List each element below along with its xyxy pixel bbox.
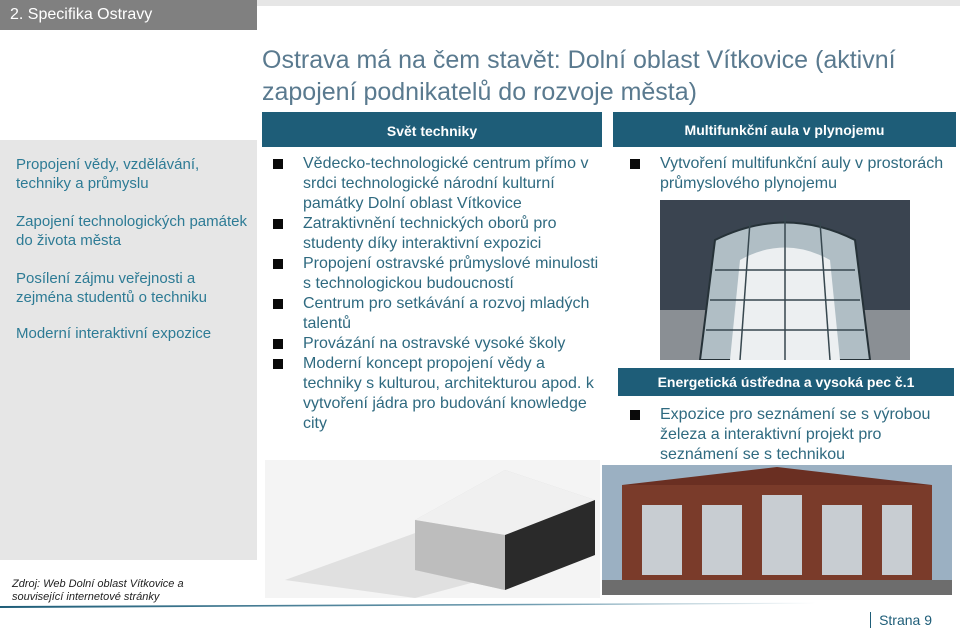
bullet-square-icon [630, 159, 640, 169]
bullet-list-svet-techniky [265, 154, 605, 434]
bullet-square-icon [630, 410, 640, 420]
left-item-science: Propojení vědy, vzdělávání, techniky a průmyslu [16, 156, 200, 192]
list-item: Provázání na ostravské vysoké školy [265, 334, 605, 354]
bullet-list-aula [622, 154, 952, 194]
science-center-render [265, 460, 600, 598]
bullet-square-icon [273, 219, 283, 229]
left-item-monuments: Zapojení technologických památek do života města [16, 213, 247, 249]
footer-gradient-bar [0, 602, 960, 635]
list-item: Propojení ostravské průmyslové minulosti s technologickou budoucností [265, 254, 605, 294]
left-item-exhibition: Moderní interaktivní expozice [16, 325, 212, 342]
column-heading-energeticka-ustredna: Energetická ústředna a vysoká pec č.1 [618, 368, 954, 396]
page-number: Strana 9 [870, 612, 932, 628]
list-item: Centrum pro setkávání a rozvoj mladých talentů [265, 294, 605, 334]
list-item: Zatraktivnění technických oborů pro studenty díky interaktivní expozici [265, 214, 605, 254]
bullet-list-energeticka-ustredna [622, 405, 952, 465]
list-item: Moderní koncept propojení vědy a techniky s kulturou, architekturou apod. k vytvoření jádra pro budování knowledge city [265, 354, 605, 434]
section-tab: 2. Specifika Ostravy [0, 0, 257, 30]
bullet-square-icon [273, 299, 283, 309]
bullet-square-icon [273, 259, 283, 269]
left-panel [0, 140, 257, 560]
gasholder-aula-photo [660, 200, 910, 360]
column-heading-aula: Multifunkční aula v plynojemu [613, 112, 956, 147]
left-item-students: Posílení zájmu veřejnosti a zejména studentů o techniku [16, 270, 207, 306]
page-title: Ostrava má na čem stavět: Dolní oblast Vítkovice (aktivní zapojení podnikatelů do rozvoje města) [262, 46, 896, 106]
column-heading-svet-techniky: Svět techniky [262, 112, 602, 147]
list-item: Vědecko-technologické centrum přímo v srdci technologické národní kulturní památky Dolní oblast Vítkovice [265, 154, 605, 214]
bullet-square-icon [273, 359, 283, 369]
bullet-square-icon [273, 159, 283, 169]
source-note: Zdroj: Web Dolní oblast Vítkovice a související internetové stránky [12, 578, 184, 603]
bullet-square-icon [273, 339, 283, 349]
power-station-hall-photo [602, 465, 952, 595]
list-item: Expozice pro seznámení se s výrobou železa a interaktivní projekt pro seznámení se s technikou [622, 405, 952, 465]
top-strip [257, 0, 960, 6]
list-item: Vytvoření multifunkční auly v prostorách průmyslového plynojemu [622, 154, 952, 194]
